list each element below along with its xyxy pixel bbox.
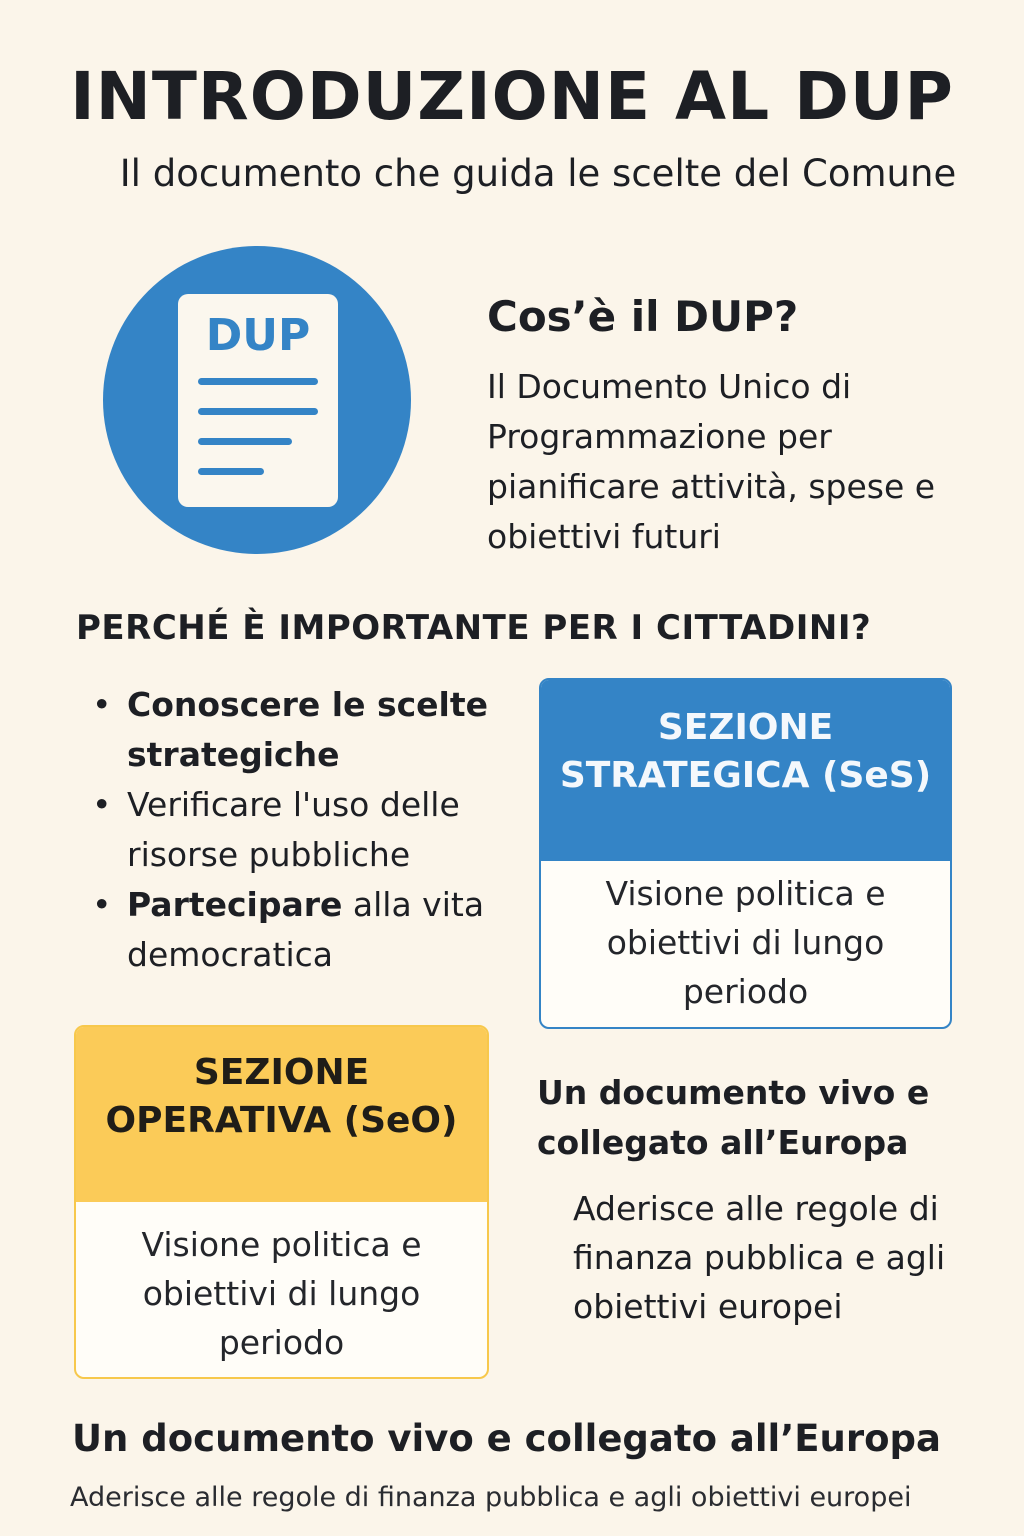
europe-heading: Un documento vivo e collegato all’Europa	[537, 1073, 930, 1162]
page-subtitle: Il documento che guida le scelte del Comune	[119, 152, 957, 195]
operational-section-text-content: Visione politica e obiettivi di lungo periodo	[141, 1225, 422, 1362]
list-item-text: Verificare l'uso delle risorse pubbliche	[127, 785, 460, 874]
bullet-icon: •	[92, 885, 112, 924]
footer-text: Aderisce alle regole di finanza pubblica e agli obiettivi europei	[70, 1482, 912, 1513]
page-title: INTRODUZIONE AL DUP	[70, 58, 954, 135]
document-icon	[103, 246, 411, 554]
intro-text: Il Documento Unico di Programmazione per pianificare attività, spese e obiettivi futuri	[487, 367, 936, 556]
document-line	[198, 438, 292, 445]
strategic-section-title-text: SEZIONE STRATEGICA (SeS)	[559, 707, 932, 796]
strategic-section-title	[541, 680, 950, 861]
strategic-section-text-content: Visione politica e obiettivi di lungo periodo	[605, 874, 886, 1011]
list-item-strong: Partecipare	[127, 885, 343, 924]
document-sheet	[178, 294, 338, 507]
strategic-section-text	[541, 855, 950, 1016]
operational-section-title-text: SEZIONE OPERATIVA (SeO)	[105, 1052, 458, 1141]
list-item-text: alla vita democratica	[127, 885, 485, 974]
operational-section-card	[74, 1025, 489, 1379]
why-list	[92, 680, 502, 980]
bullet-icon: •	[92, 785, 112, 824]
bullet-icon: •	[92, 685, 112, 724]
operational-section-text	[76, 1202, 487, 1367]
list-item	[92, 880, 502, 980]
document-line	[198, 408, 318, 415]
document-line	[198, 468, 264, 475]
document-icon-label: DUP	[205, 310, 311, 361]
list-item	[92, 680, 502, 780]
list-item-strong: Conoscere le scelte strategiche	[127, 685, 489, 774]
europe-text: Aderisce alle regole di finanza pubblica e agli obiettivi europei	[573, 1189, 946, 1326]
why-heading: PERCHÉ È IMPORTANTE PER I CITTADINI?	[76, 608, 872, 648]
operational-section-title	[76, 1027, 487, 1202]
intro-heading: Cos’è il DUP?	[487, 292, 799, 341]
footer-heading: Un documento vivo e collegato all’Europa	[72, 1417, 941, 1460]
strategic-section-card	[539, 678, 952, 1029]
list-item	[92, 780, 502, 880]
document-line	[198, 378, 318, 385]
